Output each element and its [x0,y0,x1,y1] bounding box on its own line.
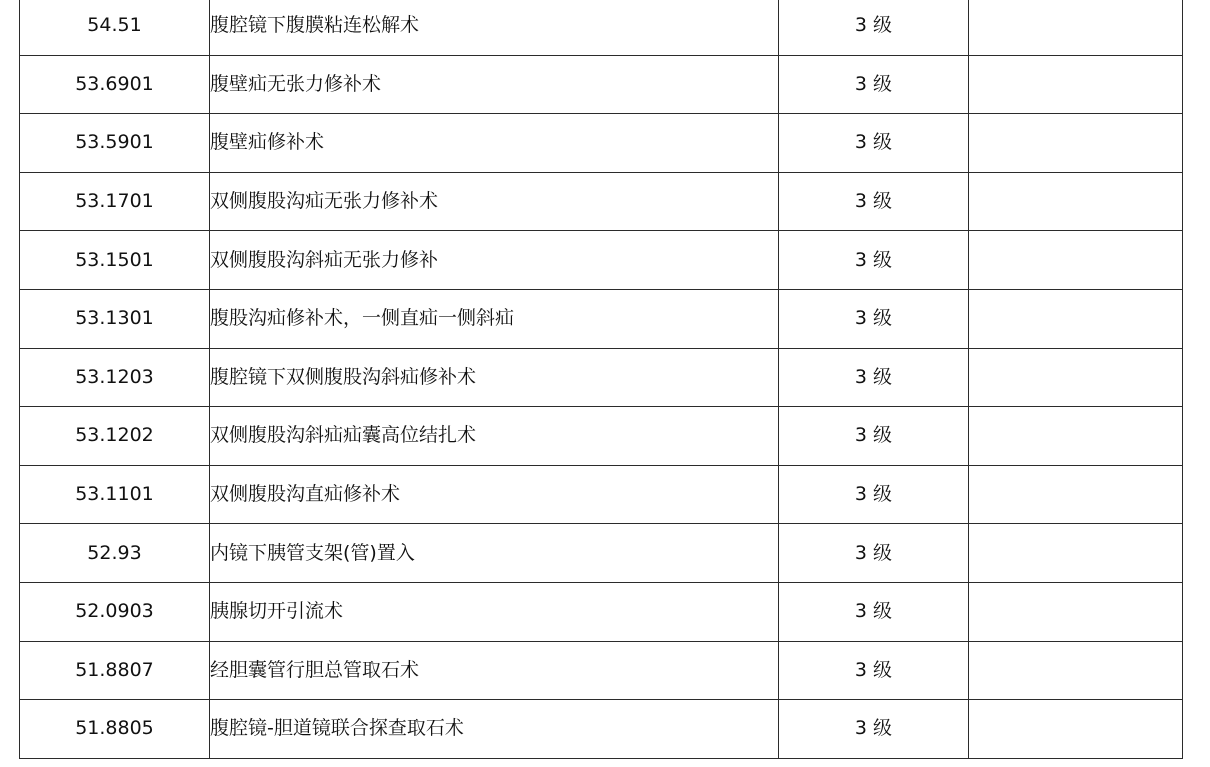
procedure-note-cell [969,582,1183,641]
procedure-note-cell [969,231,1183,290]
procedure-note-cell [969,407,1183,466]
table-row [20,582,1183,641]
table-row [20,55,1183,114]
procedure-code-cell: 53.5901 [20,114,210,173]
procedure-note-cell [969,55,1183,114]
procedure-name-cell: 双侧腹股沟斜疝无张力修补 [210,231,779,290]
procedure-name-cell: 经胆囊管行胆总管取石术 [210,641,779,700]
procedure-code-cell: 52.0903 [20,582,210,641]
procedure-table [19,0,1183,759]
table-row [20,172,1183,231]
procedure-name-cell: 内镜下胰管支架(管)置入 [210,524,779,583]
procedure-note-cell [969,700,1183,759]
procedure-name-cell: 腹腔镜-胆道镜联合探查取石术 [210,700,779,759]
procedure-note-cell [969,465,1183,524]
table-row [20,231,1183,290]
procedure-level-cell: 3 级 [779,0,969,55]
procedure-level-cell: 3 级 [779,55,969,114]
procedure-level-cell: 3 级 [779,407,969,466]
procedure-name-cell: 腹股沟疝修补术，一侧直疝一侧斜疝 [210,289,779,348]
procedure-name-cell: 腹壁疝无张力修补术 [210,55,779,114]
procedure-level-cell: 3 级 [779,641,969,700]
table-row [20,641,1183,700]
procedure-code-cell: 53.1101 [20,465,210,524]
table-row [20,348,1183,407]
table-row [20,700,1183,759]
procedure-name-cell: 双侧腹股沟疝无张力修补术 [210,172,779,231]
procedure-level-cell: 3 级 [779,114,969,173]
procedure-level-cell: 3 级 [779,524,969,583]
procedure-code-cell: 53.1701 [20,172,210,231]
procedure-note-cell [969,348,1183,407]
procedure-name-cell: 腹腔镜下腹膜粘连松解术 [210,0,779,55]
table-row [20,289,1183,348]
procedure-code-cell: 54.51 [20,0,210,55]
procedure-note-cell [969,172,1183,231]
procedure-name-cell: 腹壁疝修补术 [210,114,779,173]
procedure-note-cell [969,641,1183,700]
table-row [20,465,1183,524]
table-row [20,0,1183,55]
procedure-table-body [20,0,1183,758]
table-row [20,407,1183,466]
procedure-level-cell: 3 级 [779,172,969,231]
procedure-code-cell: 53.1202 [20,407,210,466]
procedure-level-cell: 3 级 [779,231,969,290]
procedure-code-cell: 51.8805 [20,700,210,759]
procedure-code-cell: 53.1501 [20,231,210,290]
procedure-note-cell [969,524,1183,583]
procedure-table-container [19,0,1180,759]
procedure-code-cell: 53.1301 [20,289,210,348]
table-row [20,114,1183,173]
procedure-name-cell: 腹腔镜下双侧腹股沟斜疝修补术 [210,348,779,407]
procedure-level-cell: 3 级 [779,289,969,348]
procedure-code-cell: 53.1203 [20,348,210,407]
procedure-level-cell: 3 级 [779,465,969,524]
procedure-code-cell: 51.8807 [20,641,210,700]
procedure-note-cell [969,289,1183,348]
procedure-note-cell [969,0,1183,55]
procedure-code-cell: 53.6901 [20,55,210,114]
procedure-name-cell: 双侧腹股沟直疝修补术 [210,465,779,524]
table-row [20,524,1183,583]
procedure-name-cell: 胰腺切开引流术 [210,582,779,641]
procedure-note-cell [969,114,1183,173]
procedure-code-cell: 52.93 [20,524,210,583]
procedure-name-cell: 双侧腹股沟斜疝疝囊高位结扎术 [210,407,779,466]
procedure-level-cell: 3 级 [779,348,969,407]
procedure-level-cell: 3 级 [779,700,969,759]
procedure-level-cell: 3 级 [779,582,969,641]
